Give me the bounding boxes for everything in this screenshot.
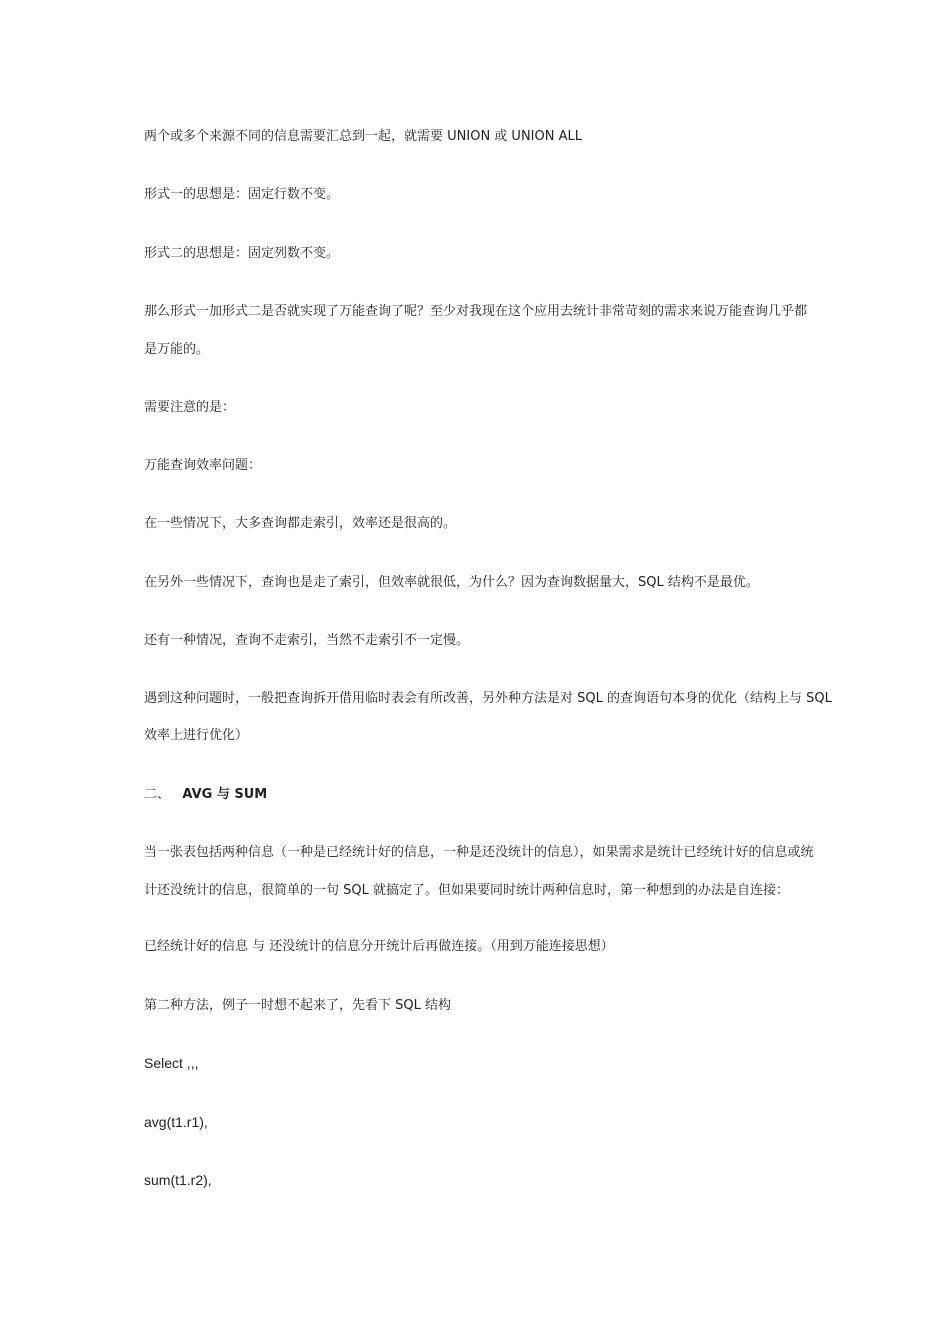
- paragraph-case-one: 在一些情况下，大多查询都走索引，效率还是很高的。: [144, 516, 457, 531]
- paragraph-case-three: 还有一种情况，查询不走索引，当然不走索引不一定慢。: [144, 633, 470, 648]
- code-line-sum: sum(t1.r2),: [144, 1172, 212, 1188]
- paragraph-efficiency-heading: 万能查询效率问题：: [144, 458, 262, 473]
- paragraph-two-info: 当一张表包括两种信息（一种是已经统计好的信息，一种是还没统计的信息），如果需求是统计已经统计好的信息或统: [144, 845, 814, 860]
- paragraph-second-method: 第二种方法，例子一时想不起来了，先看下 SQL 结构: [144, 998, 451, 1013]
- paragraph-solution-cont: 效率上进行优化）: [144, 728, 249, 743]
- paragraph-form-two: 形式二的思想是：固定列数不变。: [144, 246, 340, 261]
- paragraph-universal-query-cont: 是万能的。: [144, 342, 210, 357]
- section-title: AVG 与 SUM: [182, 787, 268, 802]
- section-number: 二、: [144, 787, 171, 802]
- paragraph-form-one: 形式一的思想是：固定行数不变。: [144, 187, 340, 202]
- paragraph-union-intro: 两个或多个来源不同的信息需要汇总到一起，就需要 UNION 或 UNION ALL: [144, 129, 582, 144]
- code-line-select: Select ,,,: [144, 1055, 199, 1071]
- paragraph-universal-query: 那么形式一加形式二是否就实现了万能查询了呢？至少对我现在这个应用去统计非常苛刻的需求来说万能查询几乎都: [144, 304, 808, 319]
- paragraph-two-info-cont: 计还没统计的信息，很简单的一句 SQL 就搞定了。但如果要同时统计两种信息时，第一种想到的办法是自连接：: [144, 883, 789, 898]
- paragraph-self-join: 已经统计好的信息 与 还没统计的信息分开统计后再做连接。（用到万能连接思想）: [144, 939, 614, 954]
- section-heading: [144, 786, 267, 804]
- paragraph-solution: 遇到这种问题时，一般把查询拆开借用临时表会有所改善，另外种方法是对 SQL 的查询语句本身的优化（结构上与 SQL: [144, 691, 832, 706]
- paragraph-case-two: 在另外一些情况下，查询也是走了索引，但效率就很低，为什么？因为查询数据量大，SQL 结构不是最优。: [144, 575, 759, 590]
- paragraph-notes-heading: 需要注意的是：: [144, 400, 236, 415]
- code-line-avg: avg(t1.r1),: [144, 1114, 208, 1130]
